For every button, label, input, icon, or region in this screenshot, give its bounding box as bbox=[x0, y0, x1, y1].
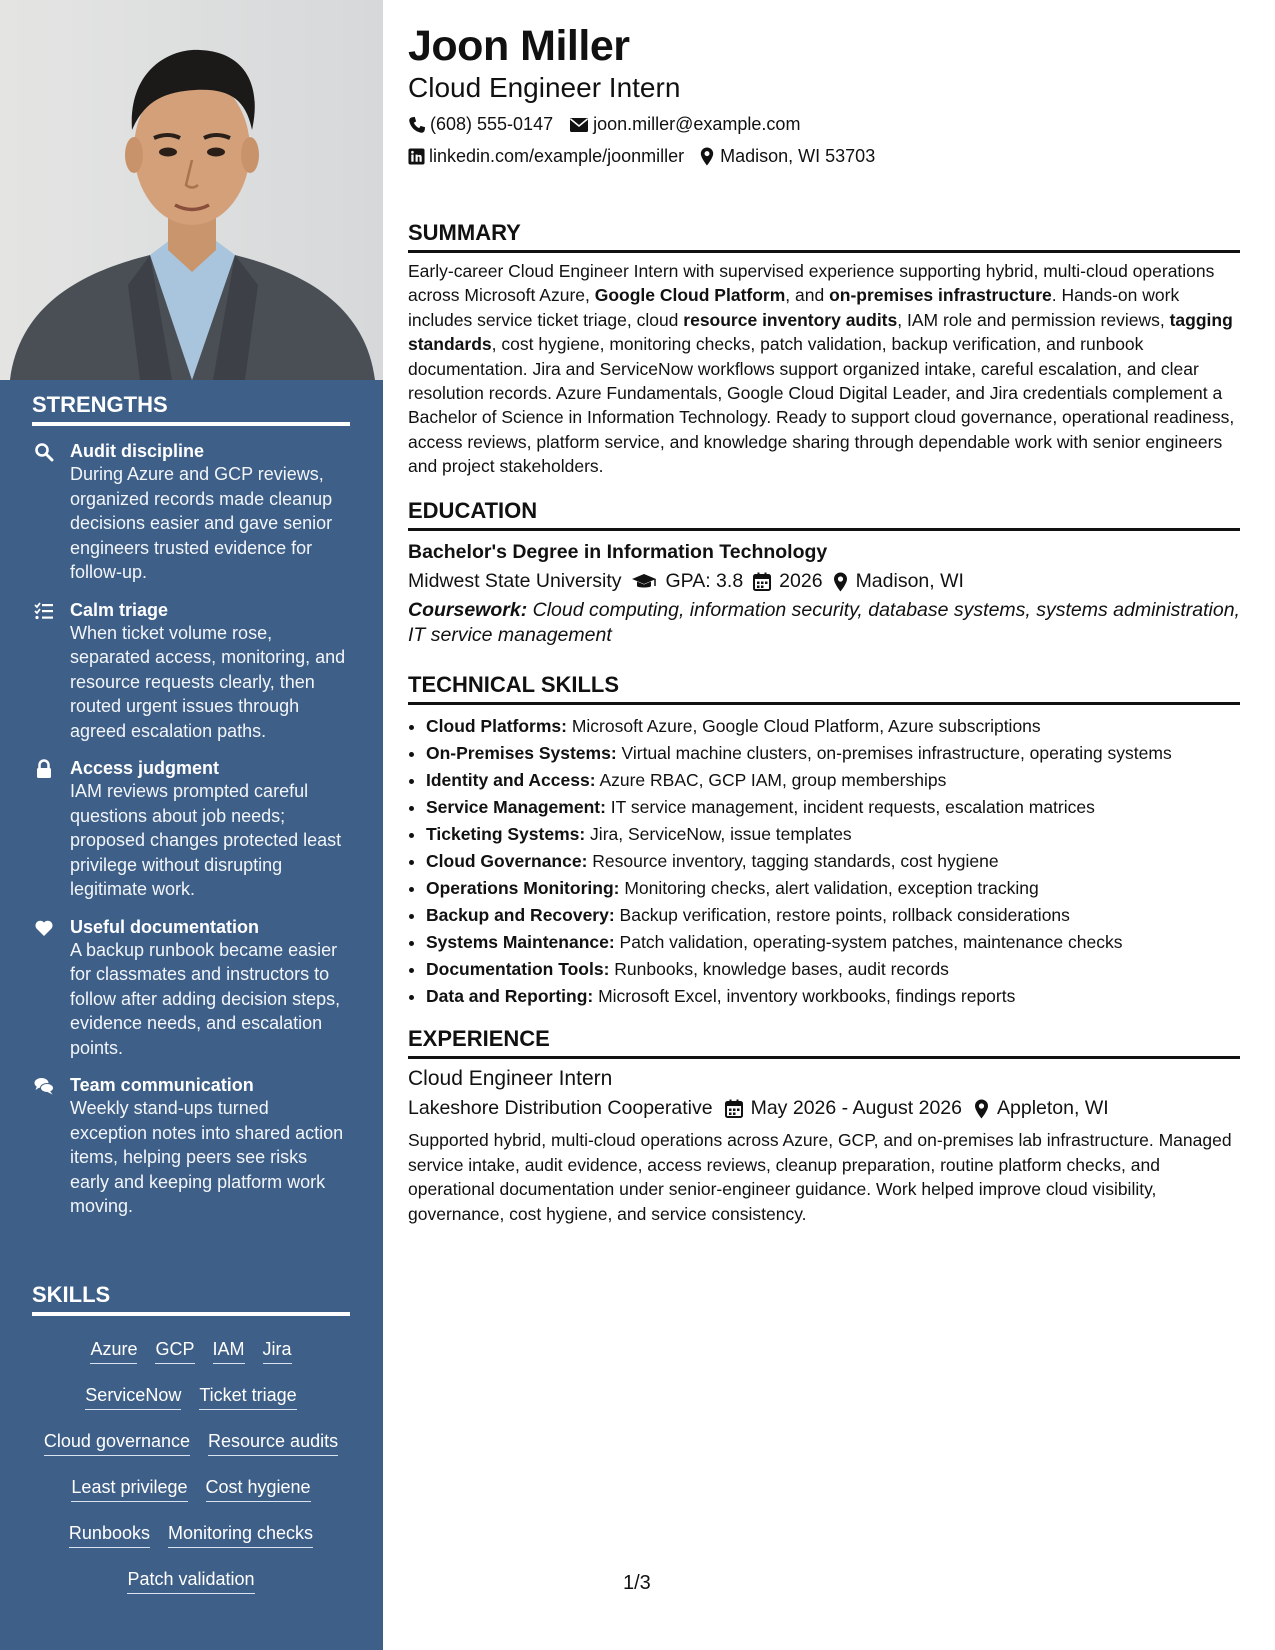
map-pin-icon bbox=[700, 147, 714, 166]
skill-row bbox=[32, 1384, 350, 1410]
summary-bold: tagging standards bbox=[408, 309, 1233, 355]
skill-label: On-Premises Systems: bbox=[426, 743, 617, 763]
experience-heading: EXPERIENCE bbox=[408, 1026, 1240, 1059]
skill-value: Azure RBAC, GCP IAM, group memberships bbox=[595, 770, 947, 790]
skill-label: Documentation Tools: bbox=[426, 959, 610, 979]
skill-tag: Azure bbox=[90, 1338, 137, 1364]
list-item bbox=[426, 740, 1240, 767]
graduation-year: 2026 bbox=[779, 570, 823, 592]
strength-title: Audit discipline bbox=[70, 441, 205, 461]
skill-value: Virtual machine clusters, on-premises infrastructure, operating systems bbox=[616, 743, 1172, 763]
skill-tag: Cost hygiene bbox=[206, 1476, 311, 1502]
skill-tag: Runbooks bbox=[69, 1522, 150, 1548]
strength-text: A backup runbook became easier for classmates and instructors to follow after adding decision steps, evidence needs, and escalation points. bbox=[70, 939, 341, 1058]
skills-section bbox=[32, 1282, 350, 1594]
checklist-icon bbox=[34, 601, 54, 621]
email-text: joon.miller@example.com bbox=[593, 114, 801, 134]
summary-part: Early-career Cloud Engineer Intern with supervised experience supporting hybrid, multi-cloud operations across Microsoft Azure, bbox=[408, 261, 1215, 306]
strength-title: Team communication bbox=[70, 1075, 254, 1095]
summary-bold: resource inventory audits bbox=[683, 309, 898, 330]
map-pin-icon bbox=[833, 572, 848, 592]
linkedin-icon bbox=[408, 148, 425, 165]
job-description: Supported hybrid, multi-cloud operations across Azure, GCP, and on-premises lab infrastructure. Managed service intake, audit evidence, access reviews, cleanup preparation, routine platform checks, and operational documentation under senior-engineer guidance. Work helped improve cloud visibility, governance, cost hygiene, and service consistency. bbox=[408, 1130, 1232, 1224]
strength-text: IAM reviews prompted careful questions about job needs; proposed changes protected least privilege without disrupting legitimate work. bbox=[70, 781, 342, 899]
strengths-heading: STRENGTHS bbox=[32, 392, 350, 426]
skill-tag: Resource audits bbox=[208, 1430, 338, 1456]
education-details bbox=[408, 570, 1240, 593]
company: Lakeshore Distribution Cooperative bbox=[408, 1097, 713, 1119]
skill-label: Data and Reporting: bbox=[426, 986, 594, 1006]
skill-value: Microsoft Azure, Google Cloud Platform, Azure subscriptions bbox=[566, 716, 1041, 736]
profile-photo-illustration bbox=[0, 0, 383, 380]
strength-text: During Azure and GCP reviews, organized records made cleanup decisions easier and gave senior engineers trusted evidence for follow-up. bbox=[70, 464, 333, 582]
skill-value: Monitoring checks, alert validation, exception tracking bbox=[619, 878, 1039, 898]
contact-line-1 bbox=[408, 114, 816, 135]
skill-label: Cloud Platforms: bbox=[426, 716, 567, 736]
school: Midwest State University bbox=[408, 570, 622, 592]
comments-icon bbox=[34, 1076, 54, 1096]
school-location: Madison, WI bbox=[855, 570, 964, 592]
job-title: Cloud Engineer Intern bbox=[408, 1067, 613, 1090]
profile-photo bbox=[0, 0, 383, 380]
skill-value: Resource inventory, tagging standards, cost hygiene bbox=[587, 851, 999, 871]
skill-label: Service Management: bbox=[426, 797, 606, 817]
skill-label: Ticketing Systems: bbox=[426, 824, 586, 844]
list-item bbox=[426, 713, 1240, 740]
coursework bbox=[408, 598, 1240, 648]
skill-tag: Patch validation bbox=[127, 1568, 254, 1594]
strength-item bbox=[32, 440, 350, 585]
calendar-icon bbox=[725, 1099, 743, 1118]
phone-icon bbox=[408, 116, 426, 134]
list-item bbox=[426, 929, 1240, 956]
job-location: Appleton, WI bbox=[997, 1097, 1109, 1119]
skill-value: Runbooks, knowledge bases, audit records bbox=[609, 959, 949, 979]
strength-title: Calm triage bbox=[70, 599, 169, 620]
skill-tag: Ticket triage bbox=[199, 1384, 296, 1410]
phone-text: (608) 555-0147 bbox=[430, 114, 554, 134]
location-item bbox=[700, 146, 875, 167]
list-item bbox=[426, 794, 1240, 821]
envelope-icon bbox=[569, 117, 589, 133]
skill-label: Systems Maintenance: bbox=[426, 932, 615, 952]
strength-item bbox=[32, 599, 350, 744]
summary-bold: Google Cloud Platform bbox=[594, 285, 786, 306]
job-details bbox=[408, 1097, 1240, 1120]
summary-part: . Hands-on work includes service ticket triage, cloud bbox=[408, 285, 1180, 330]
strength-text: When ticket volume rose, separated access, monitoring, and resource requests clearly, then routed urgent issues through agreed escalation paths. bbox=[70, 622, 346, 741]
summary-text bbox=[408, 259, 1240, 479]
list-item bbox=[426, 983, 1240, 1010]
summary-part: , cost hygiene, monitoring checks, patch validation, backup verification, and runbook documentation. Jira and ServiceNow workflows support organized intake, careful escalation, and clear resolution records. Azure Fundamentals, Google Cloud Digital Leader, and Jira credentials complement a Bachelor of Science in Information Technology. Ready to support cloud governance, operational readiness, access reviews, platform service, and knowledge sharing through dependable work with senior engineers and project stakeholders. bbox=[408, 334, 1235, 477]
skill-row bbox=[32, 1568, 350, 1594]
degree: Bachelor's Degree in Information Technology bbox=[408, 541, 828, 563]
skill-label: Backup and Recovery: bbox=[426, 905, 615, 925]
candidate-role: Cloud Engineer Intern bbox=[408, 72, 681, 103]
education-section bbox=[408, 498, 1240, 648]
search-icon bbox=[34, 442, 54, 462]
skill-tag: Jira bbox=[263, 1338, 292, 1364]
list-item bbox=[426, 902, 1240, 929]
summary-bold: on-premises infrastructure bbox=[829, 285, 1052, 306]
contact-line-2 bbox=[408, 146, 891, 167]
skill-value: Patch validation, operating-system patches, maintenance checks bbox=[614, 932, 1123, 952]
skill-tag: Least privilege bbox=[71, 1476, 187, 1502]
candidate-name: Joon Miller bbox=[408, 22, 630, 70]
strengths-section bbox=[32, 392, 350, 1219]
list-item bbox=[426, 821, 1240, 848]
summary-heading: SUMMARY bbox=[408, 220, 1240, 253]
skill-tag: IAM bbox=[213, 1338, 245, 1364]
list-item bbox=[426, 848, 1240, 875]
skills-heading: SKILLS bbox=[32, 1282, 350, 1316]
skill-value: Backup verification, restore points, rollback considerations bbox=[614, 905, 1070, 925]
heart-icon bbox=[34, 918, 54, 938]
strength-item bbox=[32, 757, 350, 902]
list-item bbox=[426, 767, 1240, 794]
lock-icon bbox=[34, 759, 54, 779]
education-heading: EDUCATION bbox=[408, 498, 1240, 531]
skill-value: Jira, ServiceNow, issue templates bbox=[585, 824, 852, 844]
coursework-text: Cloud computing, information security, database systems, systems administration, IT service management bbox=[408, 599, 1240, 646]
linkedin-text: linkedin.com/example/joonmiller bbox=[429, 146, 685, 166]
strength-text: Weekly stand-ups turned exception notes into shared action items, helping peers see risks early and keeping platform work moving. bbox=[70, 1098, 344, 1216]
sidebar bbox=[0, 0, 383, 1650]
calendar-icon bbox=[753, 572, 771, 591]
skill-row bbox=[32, 1430, 350, 1456]
technical-skills-section bbox=[408, 672, 1240, 1010]
skill-row bbox=[32, 1522, 350, 1548]
job-dates: May 2026 - August 2026 bbox=[750, 1097, 962, 1119]
skill-label: Operations Monitoring: bbox=[426, 878, 620, 898]
coursework-label: Coursework: bbox=[408, 599, 528, 621]
skill-label: Cloud Governance: bbox=[426, 851, 588, 871]
skill-value: Microsoft Excel, inventory workbooks, findings reports bbox=[593, 986, 1016, 1006]
strength-item bbox=[32, 1074, 350, 1219]
gpa: GPA: 3.8 bbox=[665, 570, 744, 592]
skill-label: Identity and Access: bbox=[426, 770, 596, 790]
email-item bbox=[569, 114, 800, 135]
strength-item bbox=[32, 916, 350, 1061]
technical-skills-list bbox=[408, 713, 1240, 1010]
skill-row bbox=[32, 1476, 350, 1502]
summary-section bbox=[408, 220, 1240, 479]
location-text: Madison, WI 53703 bbox=[720, 146, 876, 166]
summary-part: , and bbox=[785, 285, 830, 306]
skill-tag: ServiceNow bbox=[85, 1384, 181, 1410]
technical-skills-heading: TECHNICAL SKILLS bbox=[408, 672, 1240, 705]
strength-title: Access judgment bbox=[70, 758, 220, 778]
skill-row bbox=[32, 1338, 350, 1364]
map-pin-icon bbox=[974, 1099, 989, 1119]
skill-tag: Cloud governance bbox=[44, 1430, 190, 1456]
phone-item bbox=[408, 114, 553, 135]
list-item bbox=[426, 875, 1240, 902]
graduation-cap-icon bbox=[631, 573, 657, 591]
page-number: 1/3 bbox=[623, 1572, 651, 1594]
experience-section bbox=[408, 1026, 1240, 1226]
skill-tag: Monitoring checks bbox=[168, 1522, 313, 1548]
list-item bbox=[426, 956, 1240, 983]
strength-title: Useful documentation bbox=[70, 916, 260, 937]
summary-part: , IAM role and permission reviews, bbox=[897, 309, 1170, 330]
skill-tag: GCP bbox=[155, 1338, 194, 1364]
skills-tags bbox=[32, 1322, 350, 1594]
skill-value: IT service management, incident requests, escalation matrices bbox=[605, 797, 1095, 817]
linkedin-item bbox=[408, 146, 684, 167]
